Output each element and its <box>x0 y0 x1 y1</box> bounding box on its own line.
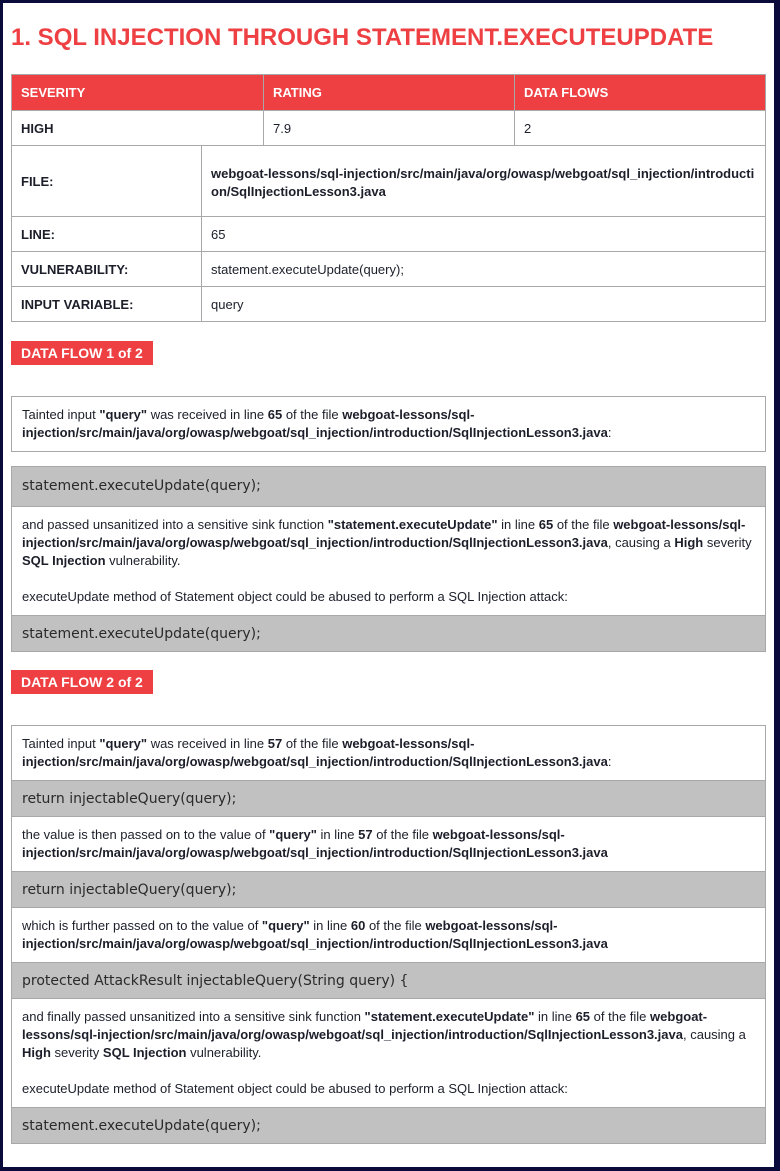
flow2-code-1: return injectableQuery(query); <box>11 781 766 817</box>
vulnerability-label: VULNERABILITY: <box>12 252 202 287</box>
file-row <box>12 146 766 217</box>
file-value: webgoat-lessons/sql-injection/src/main/java/org/owasp/webgoat/sql_injection/introduction/SqlInjectionLesson3.java <box>202 146 766 217</box>
summary-table <box>11 74 766 146</box>
finding-title: 1. SQL INJECTION THROUGH STATEMENT.EXECUTEUPDATE <box>11 24 714 51</box>
rating-value: 7.9 <box>264 111 515 146</box>
header-severity: SEVERITY <box>12 75 264 111</box>
input-variable-row <box>12 287 766 322</box>
flow2-step3-file: webgoat-lessons/sql-injection/src/main/java/org/owasp/webgoat/sql_injection/introduction/SqlInjectionLesson3.java <box>22 918 608 951</box>
flow1-source-text: Tainted input "query" was received in line 65 of the file webgoat-lessons/sql-injection/src/main/java/org/owasp/webgoat/sql_injection/introduction/SqlInjectionLesson3.java: <box>11 396 766 452</box>
vulnerability-row <box>12 252 766 287</box>
flow2-step2-text: the value is then passed on to the value of "query" in line 57 of the file webgoat-lessons/sql-injection/src/main/java/org/owasp/webgoat/sql_injection/introduction/SqlInjectionLesson3.java <box>11 817 766 872</box>
line-value: 65 <box>202 217 766 252</box>
summary-value-row <box>12 111 766 146</box>
summary-header-row <box>12 75 766 111</box>
header-data-flows: DATA FLOWS <box>515 75 766 111</box>
flow2-sink-file: webgoat-lessons/sql-injection/src/main/java/org/owasp/webgoat/sql_injection/introduction/SqlInjectionLesson3.java <box>22 1009 708 1042</box>
input-variable-label: INPUT VARIABLE: <box>12 287 202 322</box>
flow2-step2-file: webgoat-lessons/sql-injection/src/main/java/org/owasp/webgoat/sql_injection/introduction/SqlInjectionLesson3.java <box>22 827 608 860</box>
flow1-sink-text: and passed unsanitized into a sensitive sink function "statement.executeUpdate" in line 65 of the file webgoat-lessons/sql-injection/src/main/java/org/owasp/webgoat/sql_injection/introduction/SqlInjectionLesson3.java, causing a High severity SQL Injection vulnerability. executeUpdate method of Statement object could be abused to perform a SQL Injection attack: <box>11 507 766 616</box>
flow1-source-file: webgoat-lessons/sql-injection/src/main/java/org/owasp/webgoat/sql_injection/introduction/SqlInjectionLesson3.java <box>22 407 608 440</box>
data-flow-2-badge: DATA FLOW 2 of 2 <box>11 670 153 694</box>
flow2-sink-text: and finally passed unsanitized into a sensitive sink function "statement.executeUpdate" in line 65 of the file webgoat-lessons/sql-injection/src/main/java/org/owasp/webgoat/sql_injection/introduction/SqlInjectionLesson3.java, causing a High severity SQL Injection vulnerability. executeUpdate method of Statement object could be abused to perform a SQL Injection attack: <box>11 999 766 1108</box>
header-rating: RATING <box>264 75 515 111</box>
flow2-code-sink: statement.executeUpdate(query); <box>11 1108 766 1144</box>
flow2-note: executeUpdate method of Statement object could be abused to perform a SQL Injection attack: <box>22 1081 568 1096</box>
flow2-code-2: return injectableQuery(query); <box>11 872 766 908</box>
vulnerability-value: statement.executeUpdate(query); <box>202 252 766 287</box>
data-flow-1 <box>11 396 766 652</box>
detail-table <box>11 145 766 322</box>
flow1-code-source: statement.executeUpdate(query); <box>11 466 766 507</box>
file-label: FILE: <box>12 146 202 217</box>
flow1-note: executeUpdate method of Statement object could be abused to perform a SQL Injection attack: <box>22 589 568 604</box>
line-label: LINE: <box>12 217 202 252</box>
data-flow-2 <box>11 725 766 1144</box>
flow2-code-3: protected AttackResult injectableQuery(String query) { <box>11 963 766 999</box>
flow2-source-text: Tainted input "query" was received in line 57 of the file webgoat-lessons/sql-injection/src/main/java/org/owasp/webgoat/sql_injection/introduction/SqlInjectionLesson3.java: <box>11 725 766 781</box>
input-variable-value: query <box>202 287 766 322</box>
line-row <box>12 217 766 252</box>
data-flows-value: 2 <box>515 111 766 146</box>
severity-value: HIGH <box>12 111 264 146</box>
data-flow-1-badge: DATA FLOW 1 of 2 <box>11 341 153 365</box>
flow2-source-file: webgoat-lessons/sql-injection/src/main/java/org/owasp/webgoat/sql_injection/introduction/SqlInjectionLesson3.java <box>22 736 608 769</box>
flow2-step3-text: which is further passed on to the value of "query" in line 60 of the file webgoat-lessons/sql-injection/src/main/java/org/owasp/webgoat/sql_injection/introduction/SqlInjectionLesson3.java <box>11 908 766 963</box>
flow1-sink-file: webgoat-lessons/sql-injection/src/main/java/org/owasp/webgoat/sql_injection/introduction/SqlInjectionLesson3.java <box>22 517 746 550</box>
flow1-code-sink: statement.executeUpdate(query); <box>11 616 766 652</box>
